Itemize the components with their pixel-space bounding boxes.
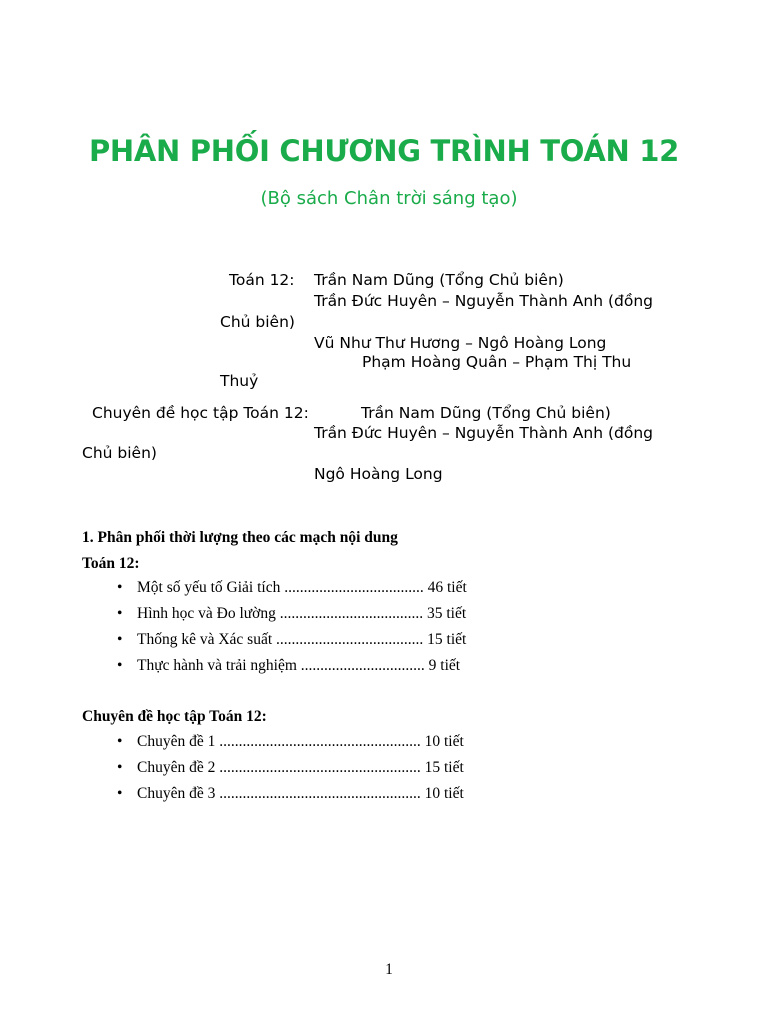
bullet-icon: • bbox=[117, 579, 123, 596]
credit-line: Ngô Hoàng Long bbox=[314, 465, 443, 483]
credit-line: Chủ biên) bbox=[82, 444, 157, 462]
list-item-text: Một số yếu tố Giải tích .................................... 46 tiết bbox=[137, 579, 467, 596]
bullet-icon: • bbox=[117, 631, 123, 648]
subsection-heading-chuyende: Chuyên đề học tập Toán 12: bbox=[82, 708, 267, 725]
bullet-icon: • bbox=[117, 785, 123, 802]
credit-label-toan12: Toán 12: bbox=[229, 271, 295, 289]
list-item-text: Chuyên đề 3 .................................................... 10 tiết bbox=[137, 785, 464, 802]
credit-line: Trần Đức Huyên – Nguyễn Thành Anh (đồng bbox=[314, 292, 654, 310]
credit-line: Trần Đức Huyên – Nguyễn Thành Anh (đồng bbox=[314, 424, 654, 442]
bullet-icon: • bbox=[117, 759, 123, 776]
credit-line: Trần Nam Dũng (Tổng Chủ biên) bbox=[361, 404, 611, 422]
subsection-heading-toan12: Toán 12: bbox=[82, 555, 140, 572]
bullet-icon: • bbox=[117, 657, 123, 674]
credit-line: Vũ Như Thư Hương – Ngô Hoàng Long bbox=[314, 334, 607, 352]
page-number: 1 bbox=[385, 961, 393, 978]
credit-line: Trần Nam Dũng (Tổng Chủ biên) bbox=[314, 271, 564, 289]
credit-line: Thuỷ bbox=[220, 372, 259, 390]
list-item-text: Chuyên đề 2 .................................................... 15 tiết bbox=[137, 759, 464, 776]
list-item-text: Thực hành và trải nghiệm ................................ 9 tiết bbox=[137, 657, 461, 674]
list-item-text: Chuyên đề 1 .................................................... 10 tiết bbox=[137, 733, 464, 750]
list-item-text: Hình học và Đo lường ..................................... 35 tiết bbox=[137, 605, 467, 622]
bullet-icon: • bbox=[117, 605, 123, 622]
credit-line: Phạm Hoàng Quân – Phạm Thị Thu bbox=[362, 353, 632, 371]
credit-line: Chủ biên) bbox=[220, 313, 295, 331]
section-heading: 1. Phân phối thời lượng theo các mạch nội dung bbox=[82, 529, 398, 546]
document-title: PHÂN PHỐI CHƯƠNG TRÌNH TOÁN 12 bbox=[88, 134, 680, 168]
document-subtitle: (Bộ sách Chân trời sáng tạo) bbox=[260, 188, 518, 209]
bullet-icon: • bbox=[117, 733, 123, 750]
list-item-text: Thống kê và Xác suất ...................................... 15 tiết bbox=[137, 631, 467, 648]
credit-label-chuyende: Chuyên đề học tập Toán 12: bbox=[92, 404, 309, 422]
